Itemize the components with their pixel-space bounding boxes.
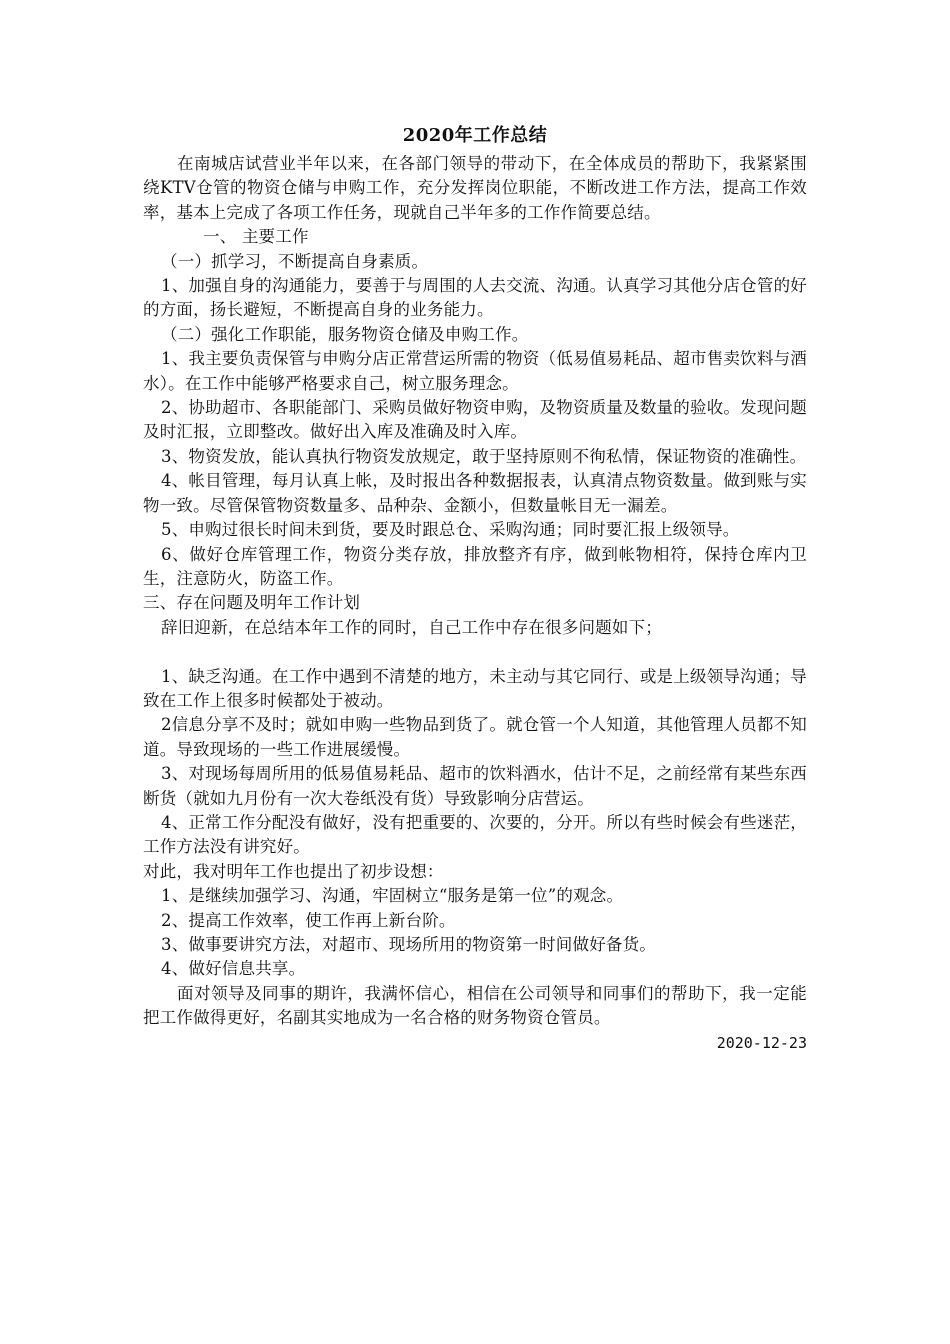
problem-item: 2信息分享不及时；就如申购一些物品到货了。就仓管一个人知道，其他管理人员都不知道。导致现场的一些工作进展缓慢。 bbox=[143, 715, 807, 759]
plan-item: 1、是继续加强学习、沟通，牢固树立“服务是第一位”的观念。 bbox=[161, 886, 624, 906]
sub2-item: 3、物资发放，能认真执行物资发放规定，敢于坚持原则不徇私情，保证物资的准确性。 bbox=[161, 446, 807, 466]
section3-intro: 辞旧迎新，在总结本年工作的同时，自己工作中存在很多问题如下； bbox=[161, 617, 662, 637]
section3-heading: 三、存在问题及明年工作计划 bbox=[143, 593, 361, 613]
sub2-item: 2、协助超市、各职能部门、采购员做好物资申购，及物资质量及数量的验收。发现问题及时汇报，立即整改。做好出入库及准确及时入库。 bbox=[143, 398, 807, 442]
plan-intro: 对此，我对明年工作也提出了初步设想： bbox=[143, 861, 444, 881]
plan-item: 2、提高工作效率，使工作再上新台阶。 bbox=[161, 910, 456, 930]
sub2-item: 6、做好仓库管理工作，物资分类存放，排放整齐有序，做到帐物相符，保持仓库内卫生，注意防火，防盗工作。 bbox=[143, 544, 807, 588]
closing-paragraph: 面对领导及同事的期许，我满怀信心，相信在公司领导和同事们的帮助下，我一定能把工作做得更好，名副其实地成为一名合格的财务物资仓管员。 bbox=[143, 983, 807, 1028]
sub2-item: 5、申购过很长时间未到货，要及时跟总仓、采购沟通；同时要汇报上级领导。 bbox=[161, 520, 740, 540]
document-date: 2020-12-23 bbox=[716, 1033, 807, 1052]
problem-item: 4、正常工作分配没有做好，没有把重要的、次要的，分开。所以有些时候会有些迷茫，工作方法没有讲究好。 bbox=[143, 812, 807, 857]
intro-paragraph: 在南城店试营业半年以来，在各部门领导的带动下，在全体成员的帮助下，我紧紧围绕KTV仓管的物资仓储与申购工作，充分发挥岗位职能，不断改进工作方法，提高工作效率，基本上完成了各项工作任务，现就自己半年多的工作作简要总结。 bbox=[143, 154, 807, 222]
blank-line bbox=[143, 640, 807, 664]
plan-item: 4、做好信息共享。 bbox=[161, 959, 306, 979]
sub2-item: 1、我主要负责保管与申购分店正常营运所需的物资（低易值易耗品、超市售卖饮料与酒水）。在工作中能够严格要求自己，树立服务理念。 bbox=[143, 349, 807, 393]
sub2-heading: （二）强化工作职能，服务物资仓储及申购工作。 bbox=[161, 324, 529, 344]
plan-item: 3、做事要讲究方法，对超市、现场所用的物资第一时间做好备货。 bbox=[161, 934, 656, 954]
problem-item: 3、对现场每周所用的低易值易耗品、超市的饮料酒水，估计不足，之前经常有某些东西断货（就如九月份有一次大卷纸没有货）导致影响分店营运。 bbox=[143, 764, 807, 808]
section1-heading: 一、 主要工作 bbox=[203, 227, 309, 247]
sub2-item: 4、帐目管理，每月认真上帐，及时报出各种数据报表，认真清点物资数量。做到账与实物一致。尽管保管物资数量多、品种杂、金额小，但数量帐目无一漏差。 bbox=[143, 471, 807, 515]
sub1-heading: （一）抓学习，不断提高自身素质。 bbox=[161, 251, 429, 271]
problem-item: 1、缺乏沟通。在工作中遇到不清楚的地方，未主动与其它同行、或是上级领导沟通；导致在工作上很多时候都处于被动。 bbox=[143, 666, 807, 710]
sub1-item: 1、加强自身的沟通能力，要善于与周围的人去交流、沟通。认真学习其他分店仓管的好的方面，扬长避短，不断提高自身的业务能力。 bbox=[143, 276, 807, 320]
document-title: 2020年工作总结 bbox=[402, 125, 548, 146]
document-body bbox=[143, 122, 807, 1055]
